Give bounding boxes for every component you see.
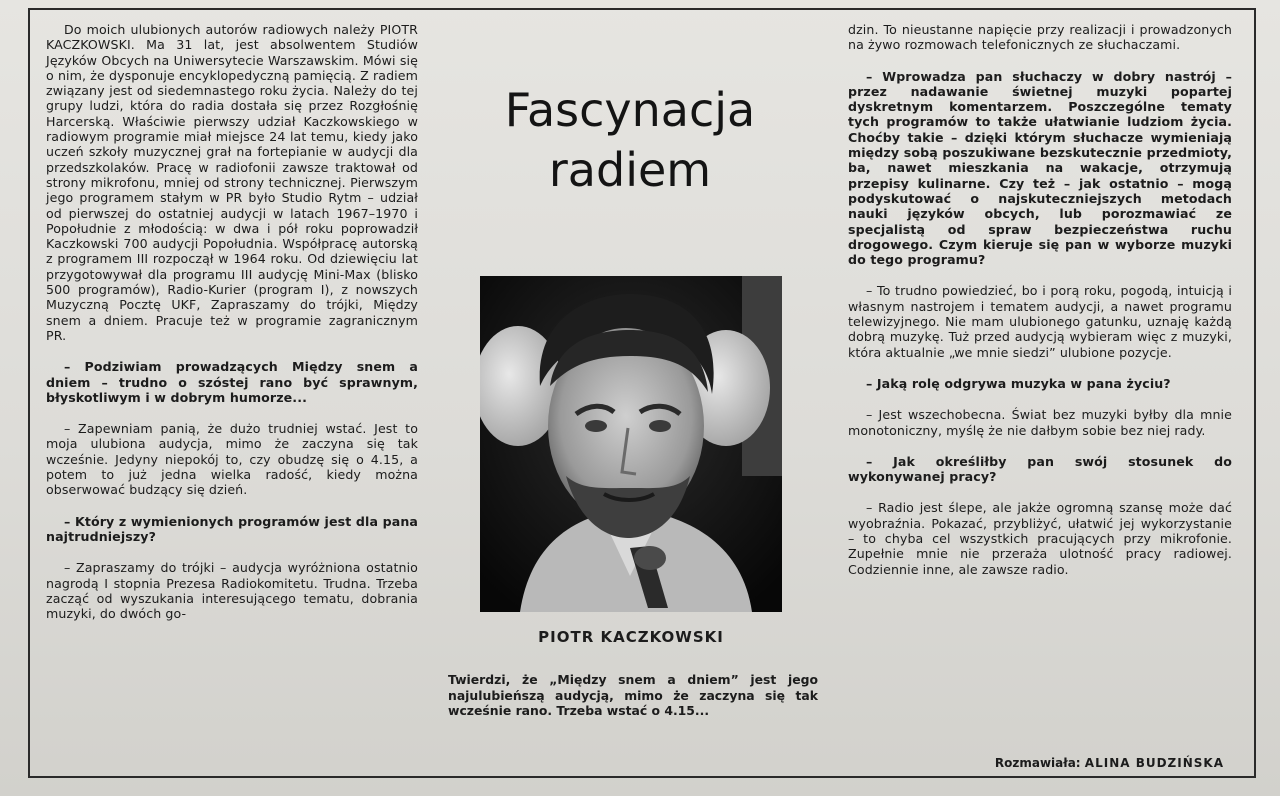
photo-caption-name: PIOTR KACZKOWSKI <box>538 628 724 646</box>
continued-paragraph: dzin. To nieustanne napięcie przy realizacji i prowadzonych na żywo rozmowach telefonicznych ze słuchaczami. <box>848 22 1232 53</box>
answer-paragraph: – To trudno powiedzieć, bo i porą roku, pogodą, intuicją i własnym nastrojem i tematem audycji, a nawet programu telewizyjnego. Nie mam ulubionego gatunku, uznaję każdą dobrą muzykę. Tuż przed audycją wybieram więc z muzyki, która aktualnie „we mnie siedzi” ulubione pozycje. <box>848 283 1232 360</box>
answer-paragraph: – Zapewniam panią, że dużo trudniej wstać. Jest to moja ulubiona audycja, mimo że zaczyna się tak wcześnie. Jedyny niepokój to, czy obudzę się o 4.15, a potem to już jedna wielka radość, kiedy można obserwować budzący się dzień. <box>46 421 418 498</box>
question-paragraph: – Który z wymienionych programów jest dla pana najtrudniejszy? <box>46 513 418 544</box>
photo-caption-text: Twierdzi, że „Między snem a dniem” jest jego najulubieńszą audycją, mimo że zaczyna się tak wcześnie rano. Trzeba wstać o 4.15... <box>448 672 818 719</box>
title-line-2: radiem <box>548 143 712 197</box>
portrait-photo <box>480 276 782 612</box>
article-title <box>480 80 780 200</box>
intro-paragraph: Do moich ulubionych autorów radiowych należy PIOTR KACZKOWSKI. Ma 31 lat, jest absolwentem Studiów Języków Obcych na Uniwersytecie Warszawskim. Mówi się o nim, że dysponuje encyklopedyczną pamięcią. Z radiem związany jest od siedemnastego roku życia. Należy do tej grupy ludzi, która do radia dostała się przez Rozgłośnię Harcerską. Właściwie pierwszy udział Kaczkowskiego w radiowym programie miał miejsce 24 lat temu, kiedy jako uczeń szkoły muzycznej grał na fortepianie w audycji dla przedszkolaków. Pracę w radiofonii zawsze traktował od strony mikrofonu, mniej od strony technicznej. Pierwszym jego programem stałym w PR było Studio Rytm – udział od pierwszej do ostatniej audycji w latach 1967–1970 i Popołudnie z młodością: w dwa i pół roku poprowadził Kaczkowski 700 audycji Popołudnia. Współpracę autorską z programem III rozpoczął w 1964 roku. Od dziewięciu lat przygotowywał dla programu III audycję Mini-Max (blisko 500 programów), Radio-Kurier (program I), z nowszych Muzyczną Pocztę UKF, Zapraszamy do trójki, Między snem a dniem. Pracuje też w programie zagranicznym PR. <box>46 22 418 343</box>
left-column <box>46 22 418 621</box>
right-column <box>848 22 1232 577</box>
credit-label: Rozmawiała: <box>994 756 1081 770</box>
credit-name: ALINA BUDZIŃSKA <box>1084 756 1224 770</box>
question-paragraph: – Jaką rolę odgrywa muzyka w pana życiu? <box>866 375 1171 391</box>
title-line-1: Fascynacja <box>504 83 756 137</box>
question-paragraph: – Wprowadza pan słuchaczy w dobry nastrój – przez nadawanie świetnej muzyki popartej dyskretnym komentarzem. Poszczególne tematy tych programów to także ułatwianie ludziom życia. Choćby takie – dzięki którym słuchacze wymieniają między sobą poszukiwane bezskutecznie przedmioty, ba, nawet mieszkania na wakacje, otrzymują przepisy kulinarne. Czy też – jak ostatnio – mogą podyskutować o najskuteczniejszych metodach nauki języków obcych, lub porozmawiać ze specjalistą od spraw bezpieczeństwa ruchu drogowego. Czym kieruje się pan w wyborze muzyki do tego programu? <box>848 68 1232 268</box>
answer-paragraph: – Radio jest ślepe, ale jakże ogromną szansę może dać wyobraźnia. Pokazać, przybliżyć, ułatwić jej wykorzystanie – to chyba cel wszystkich pracujących przy mikrofonie. Zupełnie mnie nie przeraża ulotność pracy radiowej. Codziennie inne, ale zawsze radio. <box>848 500 1232 577</box>
interviewer-credit <box>995 756 1224 770</box>
question-paragraph: – Jak określiłby pan swój stosunek do wykonywanej pracy? <box>848 453 1232 485</box>
answer-paragraph: – Jest wszechobecna. Świat bez muzyki byłby dla mnie monotoniczny, myślę że nie dałbym sobie bez niej rady. <box>848 407 1232 438</box>
portrait-image <box>480 276 782 612</box>
question-paragraph: – Podziwiam prowadzących Między snem a dniem – trudno o szóstej rano być sprawnym, błyskotliwym i w dobrym humorze... <box>46 359 418 405</box>
answer-paragraph: – Zapraszamy do trójki – audycja wyróżniona ostatnio nagrodą I stopnia Prezesa Radiokomitetu. Trudna. Trzeba zacząć od wyszukania interesującego tematu, dobrania muzyki, do dwóch go- <box>46 560 418 622</box>
